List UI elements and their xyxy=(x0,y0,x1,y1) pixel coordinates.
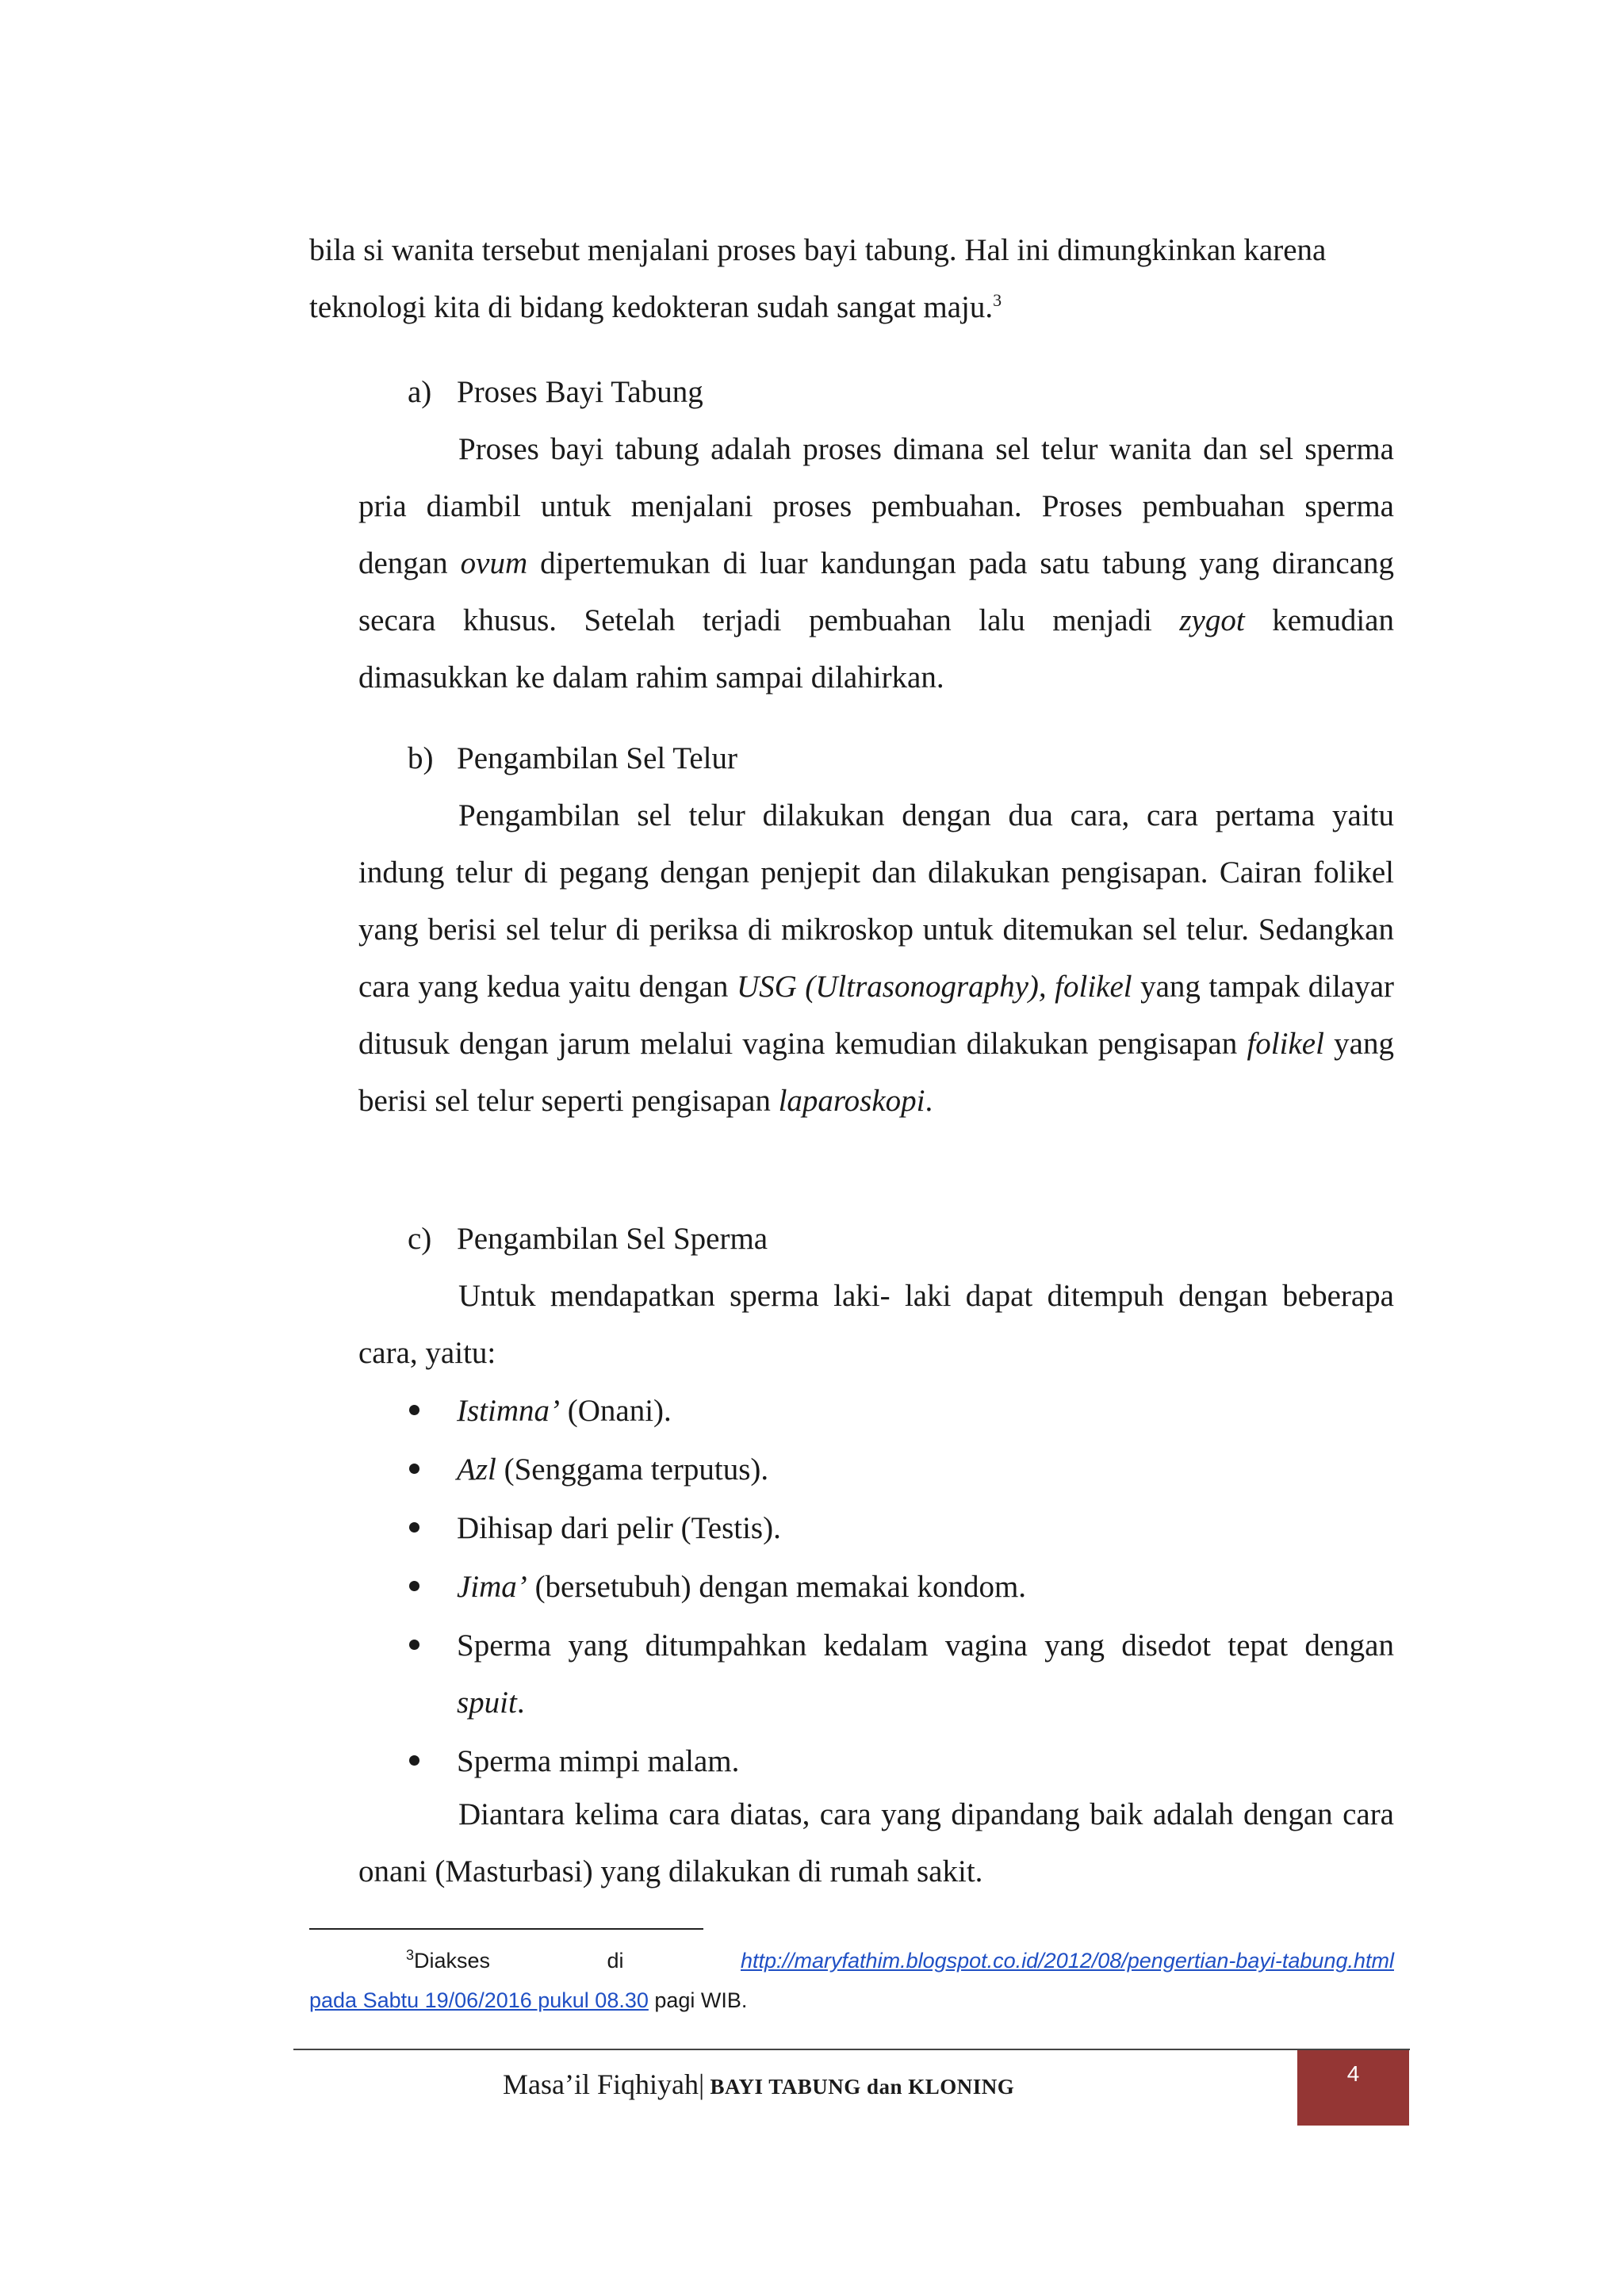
intro-paragraph xyxy=(309,222,1394,336)
footnote-url-link[interactable]: http://maryfathim.blogspot.co.id/2012/08/pengertian-bayi-tabung.html xyxy=(741,1949,1394,1973)
list-item xyxy=(408,1383,1394,1440)
bullet-icon xyxy=(409,1405,419,1415)
list-item-text: (Senggama terputus). xyxy=(496,1452,769,1487)
section-a-heading xyxy=(408,364,703,421)
section-a-title: Proses Bayi Tabung xyxy=(457,375,703,409)
section-c-title: Pengambilan Sel Sperma xyxy=(457,1222,768,1256)
footer-divider xyxy=(293,2049,1410,2050)
footnote-divider xyxy=(309,1928,703,1930)
bullet-icon xyxy=(409,1581,419,1591)
intro-line-1: bila si wanita tersebut menjalani proses bayi tabung. Hal ini dimungkinkan karena xyxy=(309,233,1327,267)
footnote-label: Diakses xyxy=(414,1949,491,1973)
footnote-date-link[interactable]: pada Sabtu 19/06/2016 pukul 08.30 xyxy=(309,1988,649,2012)
footnote-di: di xyxy=(607,1949,624,1973)
section-c-marker: c) xyxy=(408,1222,432,1256)
section-a-paragraph xyxy=(358,421,1394,706)
term-usg: USG (Ultrasonography), folikel xyxy=(736,970,1132,1004)
list-item xyxy=(408,1441,1394,1498)
term-azl: Azl xyxy=(457,1452,496,1487)
intro-line-2: teknologi kita di bidang kedokteran sudah sangat maju. xyxy=(309,290,994,324)
section-c-closing xyxy=(358,1786,1394,1900)
footnote-reference[interactable]: 3 xyxy=(993,290,1002,310)
footer-topic: BAYI TABUNG dan KLONING xyxy=(704,2075,1015,2099)
section-c-closing-text: Diantara kelima cara diatas, cara yang dipandang baik adalah dengan cara onani (Masturbasi) yang dilakukan di rumah sakit. xyxy=(358,1797,1394,1888)
footnote xyxy=(309,1941,1394,2020)
section-b-paragraph xyxy=(358,787,1394,1130)
list-item-text: Dihisap dari pelir (Testis). xyxy=(457,1511,781,1545)
list-item xyxy=(408,1733,1394,1790)
section-a-text-1: Proses bayi tabung adalah proses dimana sel telur wanita dan sel sperma pria diambil untuk menjalani proses pembuahan. Proses pembuahan sperma dengan xyxy=(358,432,1394,580)
section-b-text-3: yang berisi sel telur seperti pengisapan xyxy=(358,1027,1394,1118)
running-footer xyxy=(503,2064,1014,2107)
list-item-text-end: . xyxy=(516,1686,525,1720)
list-item xyxy=(408,1559,1394,1616)
footnote-number: 3 xyxy=(406,1947,415,1963)
page-number: 4 xyxy=(1346,2061,1360,2086)
term-jima: Jima’ xyxy=(457,1570,527,1604)
section-b-title: Pengambilan Sel Telur xyxy=(457,741,737,775)
bullet-icon xyxy=(409,1522,419,1533)
term-folikel: folikel xyxy=(1247,1027,1324,1061)
sperma-methods-list xyxy=(408,1383,1394,1792)
section-b-text-2: yang tampak dilayar ditusuk dengan jarum melalui vagina kemudian dilakukan pengisapan xyxy=(358,970,1394,1061)
list-item xyxy=(408,1500,1394,1557)
section-c-intro-text: Untuk mendapatkan sperma laki- laki dapat ditempuh dengan beberapa cara, yaitu: xyxy=(358,1279,1394,1370)
bullet-icon xyxy=(409,1640,419,1650)
bullet-icon xyxy=(409,1464,419,1474)
bullet-icon xyxy=(409,1755,419,1766)
term-zygot: zygot xyxy=(1179,603,1245,637)
section-b-heading xyxy=(408,730,737,787)
list-item xyxy=(408,1617,1394,1732)
section-c-heading xyxy=(408,1211,768,1268)
section-a-text-3: kemudian dimasukkan ke dalam rahim sampai dilahirkan. xyxy=(358,603,1394,695)
list-item-text: (bersetubuh) dengan memakai kondom. xyxy=(527,1570,1027,1604)
footer-course-title: Masa’il Fiqhiyah| xyxy=(503,2068,705,2100)
section-a-text-2: dipertemukan di luar kandungan pada satu tabung yang dirancang secara khusus. Setelah terjadi pembuahan lalu menjadi xyxy=(358,546,1395,637)
term-spuit: spuit xyxy=(457,1686,517,1720)
term-laparoskopi: laparoskopi xyxy=(778,1084,925,1118)
section-b-marker: b) xyxy=(408,741,434,775)
section-b-text-4: . xyxy=(925,1084,933,1118)
section-b-text-1: Pengambilan sel telur dilakukan dengan dua cara, cara pertama yaitu indung telur di pegang dengan penjepit dan dilakukan pengisapan. Cairan folikel yang berisi sel telur di periksa di mikroskop untuk ditemukan sel telur. Sedangkan cara yang kedua yaitu dengan xyxy=(358,798,1394,1004)
term-istimna: Istimna’ xyxy=(457,1394,560,1428)
list-item-text: (Onani). xyxy=(560,1394,672,1428)
section-a-marker: a) xyxy=(408,375,432,409)
section-c-intro xyxy=(358,1268,1394,1382)
footnote-tail: pagi WIB. xyxy=(648,1988,748,2012)
list-item-text: Sperma yang ditumpahkan kedalam vagina yang disedot tepat dengan xyxy=(457,1628,1394,1663)
term-ovum: ovum xyxy=(460,546,528,580)
page-number-badge xyxy=(1297,2050,1409,2126)
list-item-text: Sperma mimpi malam. xyxy=(457,1744,740,1778)
